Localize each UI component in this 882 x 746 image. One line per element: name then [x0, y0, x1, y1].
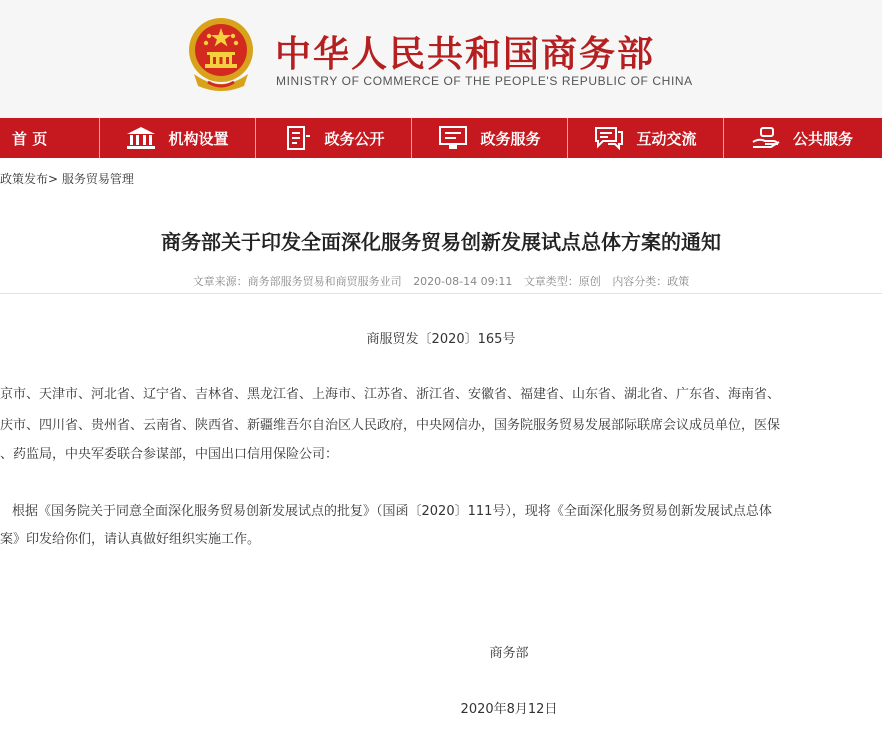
- recipients-line-3: 、药监局，中央军委联合参谋部，中国出口信用保险公司：: [0, 447, 339, 462]
- breadcrumb-service-trade[interactable]: 服务贸易管理: [61, 172, 134, 186]
- nav-item-label: 首 页: [12, 129, 48, 148]
- breadcrumb: [0, 170, 134, 187]
- nav-item-label: 政务服务: [480, 129, 541, 148]
- article-meta: [0, 273, 882, 289]
- nav-item-organization[interactable]: [100, 118, 256, 158]
- body-line-1: 根据《国务院关于同意全面深化服务贸易创新发展试点的批复》（国函〔2020〕111号），现将《全面深化服务贸易创新发展试点总体: [12, 504, 772, 519]
- divider: [0, 293, 882, 294]
- article-title: 商务部关于印发全面深化服务贸易创新发展试点总体方案的通知: [161, 230, 721, 254]
- nav-item-services[interactable]: [412, 118, 568, 158]
- recipients-line-1: 京市、天津市、河北省、辽宁省、吉林省、黑龙江省、上海市、江苏省、浙江省、安徽省、福建省、山东省、湖北省、广东省、海南省、: [0, 387, 781, 402]
- document-number: 商服贸发〔2020〕165号: [366, 332, 516, 347]
- main-nav: [0, 118, 882, 158]
- meta-date: 2020-08-14 09:11: [413, 275, 513, 288]
- nav-item-label: 互动交流: [636, 129, 697, 148]
- nav-item-label: 机构设置: [168, 129, 229, 148]
- nav-item-interaction[interactable]: [568, 118, 724, 158]
- site-subtitle: MINISTRY OF COMMERCE OF THE PEOPLE'S REPUBLIC OF CHINA: [276, 74, 693, 88]
- body-line-2: 案》印发给你们，请认真做好组织实施工作。: [0, 532, 261, 547]
- building-icon: [126, 126, 156, 150]
- hand-icon: [751, 126, 781, 150]
- nav-item-public-services[interactable]: [724, 118, 880, 158]
- chat-icon: [594, 126, 624, 150]
- meta-type: 文章类型：原创: [523, 275, 601, 288]
- signature-date: 2020年8月12日: [460, 702, 558, 717]
- national-emblem-icon[interactable]: [186, 14, 256, 94]
- document-icon: [282, 126, 312, 150]
- breadcrumb-separator: >: [48, 172, 59, 186]
- monitor-icon: [438, 126, 468, 150]
- recipients-line-2: 庆市、四川省、贵州省、云南省、陕西省、新疆维吾尔自治区人民政府，中央网信办，国务院服务贸易发展部际联席会议成员单位，医保: [0, 418, 781, 433]
- nav-item-government-affairs[interactable]: [256, 118, 412, 158]
- site-title: 中华人民共和国商务部: [275, 34, 656, 75]
- breadcrumb-policy-release[interactable]: 政策发布: [0, 172, 49, 186]
- nav-item-label: 公共服务: [792, 129, 853, 148]
- meta-category: 内容分类：政策: [612, 275, 690, 288]
- signature-issuer: 商务部: [489, 646, 529, 661]
- site-header: [0, 0, 882, 118]
- nav-item-home[interactable]: [0, 118, 100, 158]
- meta-source: 文章来源：商务部服务贸易和商贸服务业司: [192, 275, 402, 288]
- nav-item-label: 政务公开: [324, 129, 385, 148]
